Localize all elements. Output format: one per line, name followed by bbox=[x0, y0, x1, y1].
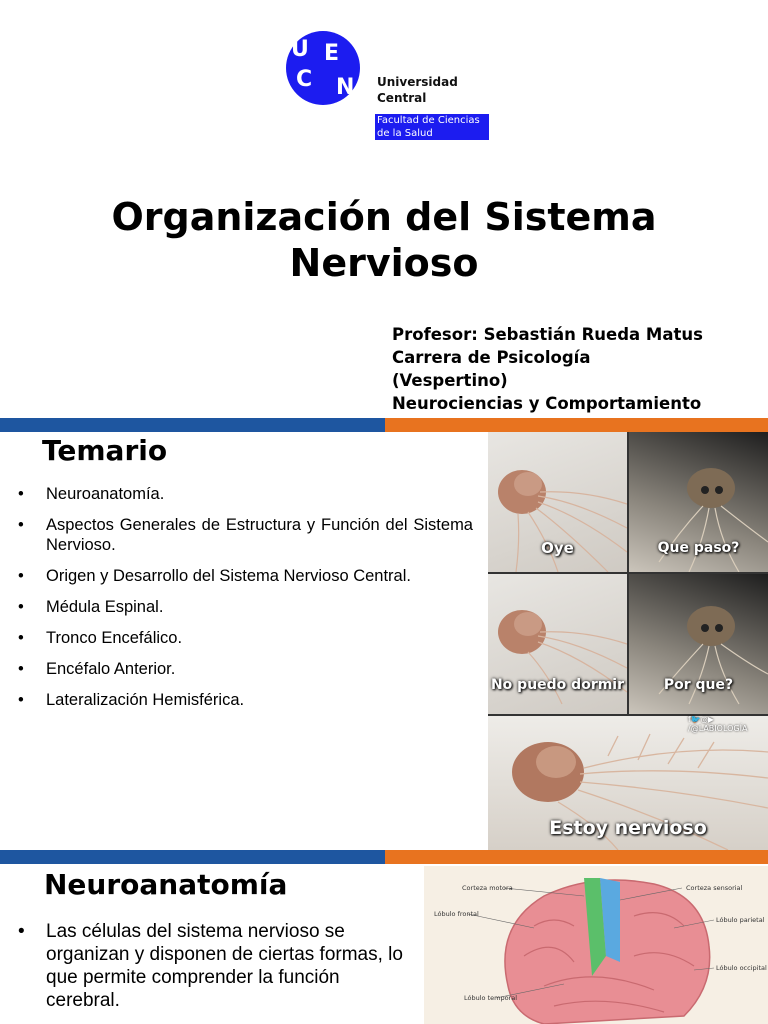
list-item: • Aspectos Generales de Estructura y Función del Sistema Nervioso. bbox=[18, 516, 473, 554]
university-name: Universidad Central bbox=[377, 75, 458, 105]
meme-panel bbox=[488, 432, 627, 572]
logo-letter-e: E bbox=[324, 41, 340, 66]
logo-letter-c: C bbox=[296, 67, 313, 92]
bullet-icon: • bbox=[18, 485, 24, 503]
brain-label: Corteza sensorial bbox=[686, 884, 743, 892]
brain-diagram-image bbox=[424, 866, 768, 1024]
brain-label: Lóbulo frontal bbox=[434, 910, 479, 918]
neuroanatomy-slide bbox=[0, 864, 768, 1024]
meme-panel bbox=[629, 574, 768, 714]
meme-caption: No puedo dormir bbox=[490, 677, 625, 693]
logo-letter-n: N bbox=[336, 75, 355, 100]
meme-caption: Por que? bbox=[663, 677, 734, 693]
list-item: • Lateralización Hemisférica. bbox=[18, 691, 245, 709]
meme-panel bbox=[629, 432, 768, 572]
bullet-icon: • bbox=[18, 567, 24, 585]
slide-divider bbox=[0, 418, 768, 432]
author-info bbox=[392, 323, 703, 415]
brain-label: Lóbulo occipital bbox=[716, 964, 767, 972]
divider-blue-segment bbox=[0, 418, 385, 432]
bullet-icon: • bbox=[18, 598, 24, 616]
topic-list bbox=[18, 484, 473, 721]
bullet-icon: • bbox=[18, 660, 24, 678]
slide-divider bbox=[0, 850, 768, 864]
divider-blue-segment bbox=[0, 850, 385, 864]
list-item: • Neuroanatomía. bbox=[18, 485, 165, 503]
neuroanatomy-paragraph: • Las células del sistema nervioso se organizan y disponen de ciertas formas, lo que permite comprender la función cerebral. bbox=[18, 921, 403, 1011]
meme-caption: Estoy nervioso bbox=[549, 817, 707, 839]
divider-orange-segment bbox=[385, 850, 768, 864]
list-item: • Encéfalo Anterior. bbox=[18, 660, 176, 678]
neuroanatomy-heading: Neuroanatomía bbox=[44, 868, 288, 901]
brain-label: Lóbulo temporal bbox=[464, 994, 518, 1002]
bullet-icon: • bbox=[18, 921, 25, 942]
agenda-slide bbox=[0, 432, 768, 850]
agenda-heading: Temario bbox=[42, 434, 168, 467]
title-slide bbox=[0, 0, 768, 418]
bullet-icon: • bbox=[18, 691, 24, 709]
meme-caption: Oye bbox=[541, 539, 574, 557]
meme-panel bbox=[488, 716, 768, 850]
bullet-icon: • bbox=[18, 516, 24, 534]
author-line: Carrera de Psicología bbox=[392, 348, 591, 367]
meme-credit: f🐦◎▶ /@LABIOLOGÍA bbox=[688, 715, 748, 733]
slide-title: Organización del Sistema Nervioso bbox=[111, 195, 657, 285]
list-item: • Tronco Encefálico. bbox=[18, 629, 183, 647]
author-line: (Vespertino) bbox=[392, 371, 508, 390]
list-item: • Origen y Desarrollo del Sistema Nervioso Central. bbox=[18, 567, 411, 585]
author-line: Neurociencias y Comportamiento bbox=[392, 394, 702, 413]
brain-label: Lóbulo parietal bbox=[716, 916, 765, 924]
logo-letter-u: U bbox=[291, 37, 309, 62]
bullet-icon: • bbox=[18, 629, 24, 647]
list-item: • Médula Espinal. bbox=[18, 598, 164, 616]
faculty-label: Facultad de Ciencias de la Salud bbox=[375, 114, 489, 140]
ucen-logo bbox=[286, 31, 360, 105]
author-line: Profesor: Sebastián Rueda Matus bbox=[392, 325, 703, 344]
nervous-system-meme-image bbox=[488, 432, 768, 850]
meme-panel bbox=[488, 574, 627, 714]
divider-orange-segment bbox=[385, 418, 768, 432]
meme-caption: Que paso? bbox=[657, 540, 740, 556]
brain-label: Corteza motora bbox=[462, 884, 513, 892]
